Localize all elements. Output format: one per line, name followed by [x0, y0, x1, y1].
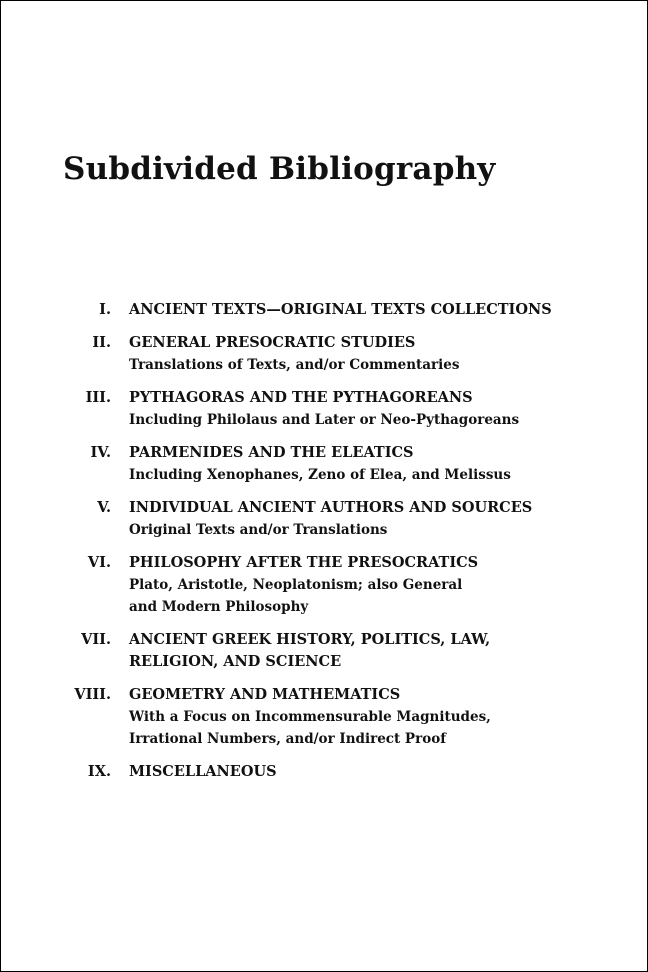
bibliography-section [1, 387, 647, 431]
section-heading: INDIVIDUAL ANCIENT AUTHORS AND SOURCES [129, 499, 533, 516]
bibliography-section [1, 761, 647, 783]
section-body [129, 629, 647, 673]
section-numeral: IV. [90, 444, 111, 461]
section-subtitle: With a Focus on Incommensurable Magnitudes, [129, 709, 491, 725]
section-numeral: III. [85, 389, 111, 406]
section-heading: PARMENIDES AND THE ELEATICS [129, 444, 414, 461]
section-heading: MISCELLANEOUS [129, 763, 277, 780]
section-heading: GENERAL PRESOCRATIC STUDIES [129, 334, 416, 351]
bibliography-section [1, 629, 647, 673]
section-subtitle: Including Philolaus and Later or Neo-Pythagoreans [129, 412, 520, 428]
section-numeral: I. [99, 301, 111, 318]
section-heading: PYTHAGORAS AND THE PYTHAGOREANS [129, 389, 473, 406]
section-subtitle: Irrational Numbers, and/or Indirect Proof [129, 731, 447, 747]
section-body [129, 299, 647, 321]
bibliography-section [1, 332, 647, 376]
section-heading: ANCIENT TEXTS—ORIGINAL TEXTS COLLECTIONS [129, 301, 552, 318]
page-title: Subdivided Bibliography [63, 151, 496, 187]
section-numeral: VI. [87, 554, 111, 571]
bibliography-section [1, 684, 647, 750]
section-body [129, 332, 647, 376]
section-numeral: II. [92, 334, 111, 351]
bibliography-section [1, 299, 647, 321]
bibliography-section-list [1, 299, 647, 794]
section-body [129, 684, 647, 750]
section-body [129, 552, 647, 618]
section-heading: GEOMETRY AND MATHEMATICS [129, 686, 401, 703]
section-subtitle: Plato, Aristotle, Neoplatonism; also General [129, 577, 463, 593]
section-body [129, 761, 647, 783]
section-heading: PHILOSOPHY AFTER THE PRESOCRATICS [129, 554, 479, 571]
section-numeral: VIII. [74, 686, 111, 703]
section-body [129, 497, 647, 541]
section-body [129, 442, 647, 486]
section-body [129, 387, 647, 431]
section-numeral: VII. [81, 631, 111, 648]
section-subtitle: Translations of Texts, and/or Commentaries [129, 357, 460, 373]
section-numeral: V. [97, 499, 111, 516]
section-subtitle: Original Texts and/or Translations [129, 522, 388, 538]
bibliography-section [1, 497, 647, 541]
bibliography-section [1, 552, 647, 618]
section-heading: ANCIENT GREEK HISTORY, POLITICS, LAW, [129, 631, 491, 648]
section-subtitle: Including Xenophanes, Zeno of Elea, and Melissus [129, 467, 511, 483]
bibliography-section [1, 442, 647, 486]
section-subtitle: and Modern Philosophy [129, 599, 309, 615]
section-heading: RELIGION, AND SCIENCE [129, 653, 342, 670]
section-numeral: IX. [87, 763, 111, 780]
